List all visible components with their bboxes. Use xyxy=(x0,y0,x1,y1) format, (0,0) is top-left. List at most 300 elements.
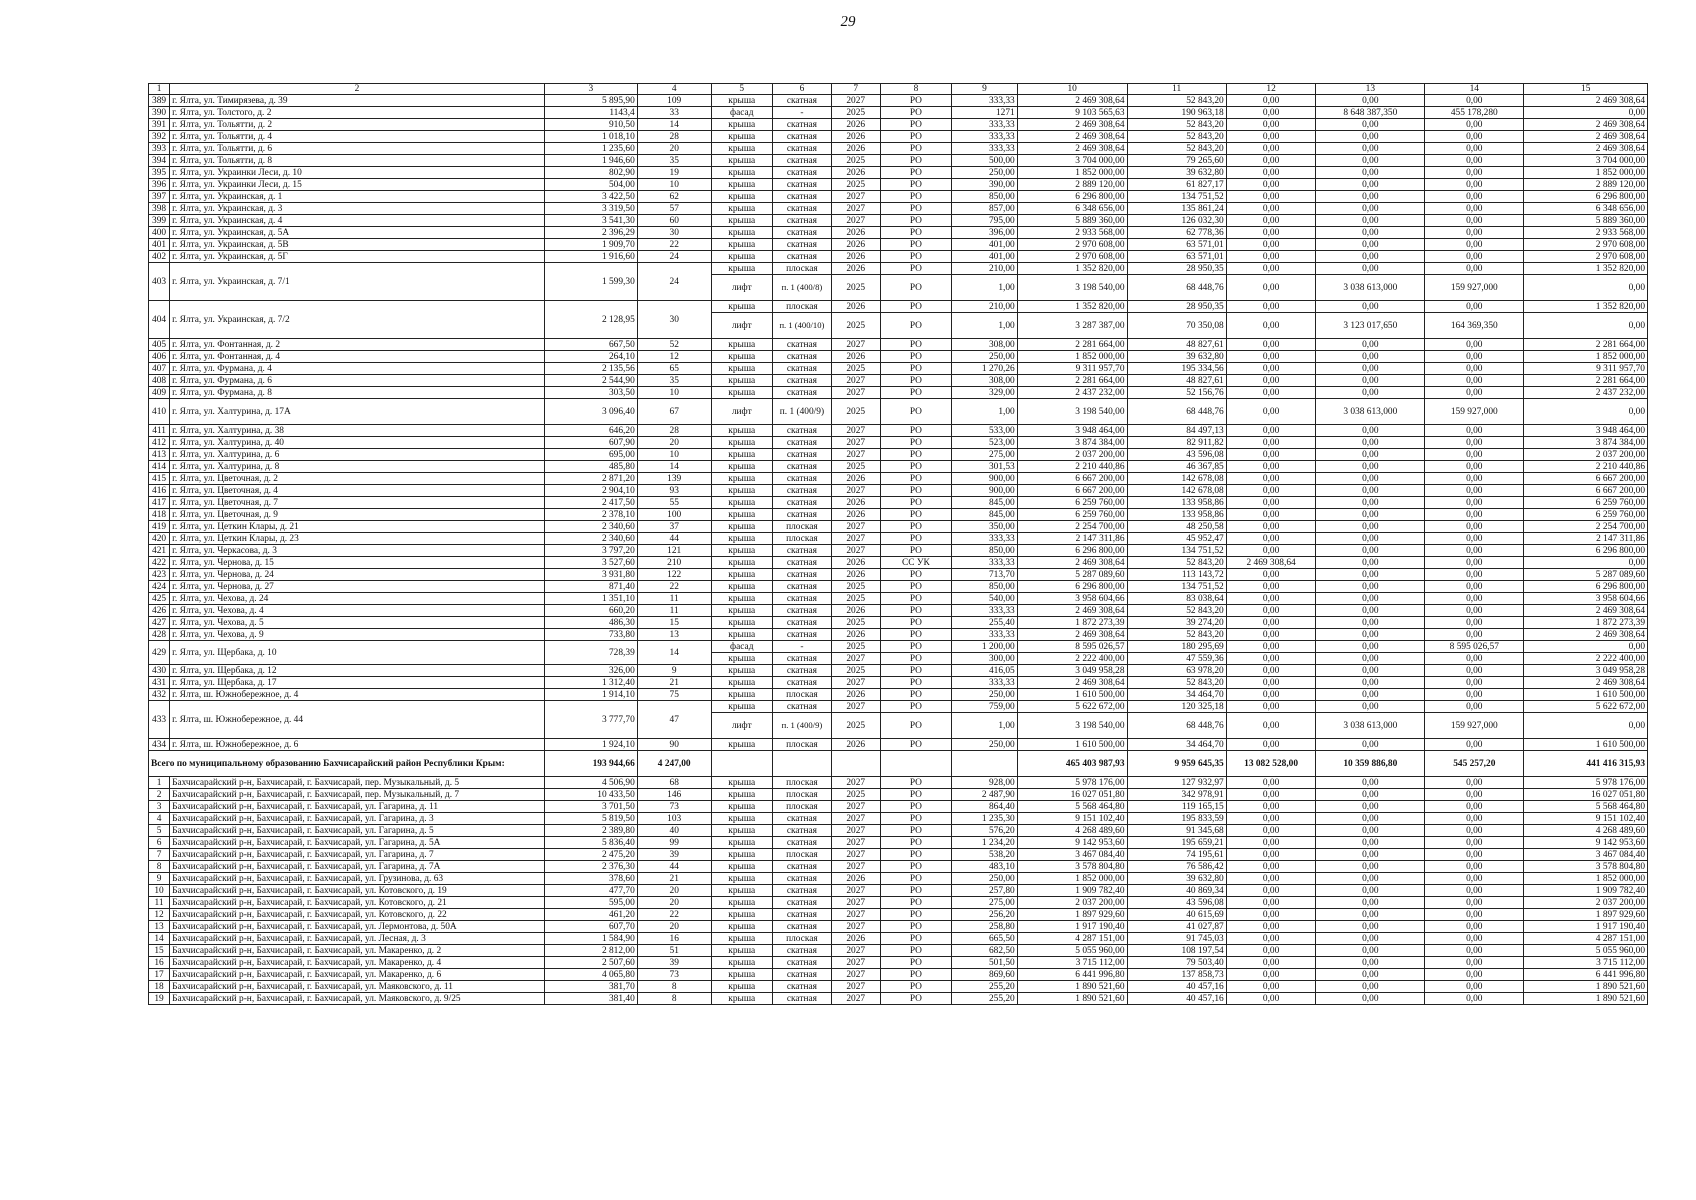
cell-col-4: 14 xyxy=(637,641,711,665)
cell-col-15: 1 610 500,00 xyxy=(1524,689,1648,701)
table-row xyxy=(149,557,1648,569)
total-empty-cell xyxy=(880,751,952,777)
cell-col-2: Бахчисарайский р-н, Бахчисарай, г. Бахчисарай, ул. Гагарина, д. 3 xyxy=(170,813,545,825)
table-row xyxy=(149,921,1648,933)
cell-col-12: 0,00 xyxy=(1226,131,1316,143)
cell-col-4: 62 xyxy=(637,191,711,203)
cell-col-15: 9 151 102,40 xyxy=(1524,813,1648,825)
cell-col-11: 48 250,58 xyxy=(1127,521,1226,533)
cell-col-8: РО xyxy=(880,131,952,143)
table-row xyxy=(149,155,1648,167)
cell-col-14: 0,00 xyxy=(1425,921,1524,933)
cell-col-6: плоская xyxy=(772,777,831,789)
cell-col-4: 14 xyxy=(637,461,711,473)
table-row xyxy=(149,701,1648,713)
cell-col-3: 1 312,40 xyxy=(544,677,637,689)
cell-col-7: 2027 xyxy=(831,339,880,351)
cell-col-10: 2 281 664,00 xyxy=(1017,375,1127,387)
table-row xyxy=(149,629,1648,641)
cell-col-12: 0,00 xyxy=(1226,167,1316,179)
cell-col-10: 2 037 200,00 xyxy=(1017,449,1127,461)
cell-col-5: крыша xyxy=(711,677,772,689)
cell-col-11: 52 156,76 xyxy=(1127,387,1226,399)
cell-col-5: крыша xyxy=(711,521,772,533)
table-row xyxy=(149,897,1648,909)
cell-col-7: 2025 xyxy=(831,789,880,801)
cell-col-2: г. Ялта, ул. Фонтанная, д. 4 xyxy=(170,351,545,363)
table-row xyxy=(149,131,1648,143)
cell-col-1: 420 xyxy=(149,533,170,545)
cell-col-7: 2025 xyxy=(831,713,880,739)
cell-col-5: крыша xyxy=(711,339,772,351)
cell-col-9: 333,33 xyxy=(952,557,1017,569)
cell-col-12: 0,00 xyxy=(1226,521,1316,533)
cell-col-11: 39 632,80 xyxy=(1127,351,1226,363)
table-row xyxy=(149,473,1648,485)
cell-col-2: Бахчисарайский р-н, Бахчисарай, г. Бахчисарай, ул. Лермонтова, д. 50А xyxy=(170,921,545,933)
cell-col-5: крыша xyxy=(711,617,772,629)
cell-col-14: 0,00 xyxy=(1425,593,1524,605)
cell-col-2: г. Ялта, ул. Фонтанная, д. 2 xyxy=(170,339,545,351)
cell-col-8: РО xyxy=(880,581,952,593)
cell-col-13: 0,00 xyxy=(1316,677,1425,689)
cell-col-6: скатная xyxy=(772,363,831,375)
cell-col-4: 75 xyxy=(637,689,711,701)
cell-col-11: 84 497,13 xyxy=(1127,425,1226,437)
total-empty-cell xyxy=(711,751,772,777)
cell-col-6: скатная xyxy=(772,215,831,227)
cell-col-9: 1,00 xyxy=(952,313,1017,339)
cell-col-1: 6 xyxy=(149,837,170,849)
cell-col-3: 1 916,60 xyxy=(544,251,637,263)
cell-col-13: 0,00 xyxy=(1316,351,1425,363)
cell-col-7: 2027 xyxy=(831,437,880,449)
cell-col-12: 0,00 xyxy=(1226,399,1316,425)
cell-col-9: 275,00 xyxy=(952,449,1017,461)
cell-col-6: скатная xyxy=(772,909,831,921)
cell-col-2: г. Ялта, ул. Чехова, д. 24 xyxy=(170,593,545,605)
cell-col-13: 0,00 xyxy=(1316,387,1425,399)
cell-col-15: 2 281 664,00 xyxy=(1524,375,1648,387)
cell-col-3: 1143,4 xyxy=(544,107,637,119)
cell-col-8: РО xyxy=(880,545,952,557)
cell-col-8: РО xyxy=(880,933,952,945)
cell-col-4: 93 xyxy=(637,485,711,497)
cell-col-4: 73 xyxy=(637,801,711,813)
cell-col-10: 6 296 800,00 xyxy=(1017,191,1127,203)
cell-col-4: 139 xyxy=(637,473,711,485)
cell-col-7: 2025 xyxy=(831,641,880,653)
cell-col-5: крыша xyxy=(711,969,772,981)
cell-col-8: РО xyxy=(880,143,952,155)
cell-col-7: 2025 xyxy=(831,593,880,605)
cell-col-15: 5 287 089,60 xyxy=(1524,569,1648,581)
cell-col-9: 869,60 xyxy=(952,969,1017,981)
cell-col-11: 135 861,24 xyxy=(1127,203,1226,215)
cell-col-11: 52 843,20 xyxy=(1127,119,1226,131)
cell-col-14: 0,00 xyxy=(1425,95,1524,107)
cell-col-15: 0,00 xyxy=(1524,557,1648,569)
cell-col-1: 405 xyxy=(149,339,170,351)
cell-col-5: крыша xyxy=(711,665,772,677)
cell-col-6: скатная xyxy=(772,485,831,497)
cell-col-11: 34 464,70 xyxy=(1127,689,1226,701)
cell-col-15: 3 874 384,00 xyxy=(1524,437,1648,449)
cell-col-11: 39 632,80 xyxy=(1127,167,1226,179)
cell-col-3: 802,90 xyxy=(544,167,637,179)
cell-col-6: плоская xyxy=(772,689,831,701)
cell-col-5: крыша xyxy=(711,789,772,801)
cell-col-10: 1 890 521,60 xyxy=(1017,993,1127,1005)
cell-col-6: скатная xyxy=(772,825,831,837)
cell-col-8: РО xyxy=(880,351,952,363)
cell-col-2: Бахчисарайский р-н, Бахчисарай, г. Бахчисарай, ул. Маяковского, д. 11 xyxy=(170,981,545,993)
cell-col-10: 4 268 489,60 xyxy=(1017,825,1127,837)
cell-col-4: 60 xyxy=(637,215,711,227)
cell-col-8: РО xyxy=(880,569,952,581)
cell-col-6: скатная xyxy=(772,425,831,437)
cell-col-12: 0,00 xyxy=(1226,825,1316,837)
cell-col-2: г. Ялта, ул. Цветочная, д. 9 xyxy=(170,509,545,521)
cell-col-4: 30 xyxy=(637,227,711,239)
cell-col-12: 0,00 xyxy=(1226,849,1316,861)
cell-col-3: 381,40 xyxy=(544,993,637,1005)
cell-col-5: лифт xyxy=(711,713,772,739)
cell-col-7: 2027 xyxy=(831,203,880,215)
cell-col-1: 12 xyxy=(149,909,170,921)
cell-col-4: 121 xyxy=(637,545,711,557)
cell-col-12: 0,00 xyxy=(1226,593,1316,605)
cell-col-12: 0,00 xyxy=(1226,653,1316,665)
cell-col-11: 52 843,20 xyxy=(1127,605,1226,617)
table-row xyxy=(149,399,1648,425)
cell-col-13: 0,00 xyxy=(1316,605,1425,617)
cell-col-1: 412 xyxy=(149,437,170,449)
cell-col-4: 28 xyxy=(637,425,711,437)
cell-col-12: 0,00 xyxy=(1226,629,1316,641)
cell-col-12: 0,00 xyxy=(1226,227,1316,239)
cell-col-9: 256,20 xyxy=(952,909,1017,921)
cell-col-14: 0,00 xyxy=(1425,945,1524,957)
cell-col-5: крыша xyxy=(711,593,772,605)
total-label: Всего по муниципальному образованию Бахчисарайский район Республики Крым: xyxy=(149,751,545,777)
cell-col-10: 9 103 565,63 xyxy=(1017,107,1127,119)
cell-col-9: 255,20 xyxy=(952,993,1017,1005)
cell-col-8: РО xyxy=(880,873,952,885)
cell-col-8: РО xyxy=(880,677,952,689)
cell-col-8: РО xyxy=(880,617,952,629)
cell-col-5: лифт xyxy=(711,313,772,339)
cell-col-11: 63 571,01 xyxy=(1127,251,1226,263)
cell-col-1: 414 xyxy=(149,461,170,473)
cell-col-13: 0,00 xyxy=(1316,569,1425,581)
header-col-11: 11 xyxy=(1127,84,1226,95)
cell-col-1: 2 xyxy=(149,789,170,801)
cell-col-7: 2027 xyxy=(831,945,880,957)
cell-col-14: 0,00 xyxy=(1425,191,1524,203)
cell-col-6: скатная xyxy=(772,167,831,179)
cell-col-13: 0,00 xyxy=(1316,653,1425,665)
cell-col-11: 45 952,47 xyxy=(1127,533,1226,545)
cell-col-15: 2 281 664,00 xyxy=(1524,339,1648,351)
cell-col-15: 1 890 521,60 xyxy=(1524,981,1648,993)
cell-col-7: 2025 xyxy=(831,399,880,425)
cell-col-4: 20 xyxy=(637,437,711,449)
cell-col-3: 2 340,60 xyxy=(544,533,637,545)
cell-col-7: 2026 xyxy=(831,739,880,751)
cell-col-10: 5 622 672,00 xyxy=(1017,701,1127,713)
header-col-2: 2 xyxy=(170,84,545,95)
cell-col-2: г. Ялта, ул. Халтурина, д. 8 xyxy=(170,461,545,473)
cell-col-11: 39 274,20 xyxy=(1127,617,1226,629)
table-row xyxy=(149,437,1648,449)
cell-col-5: крыша xyxy=(711,861,772,873)
cell-col-10: 1 352 820,00 xyxy=(1017,263,1127,275)
cell-col-15: 1 352 820,00 xyxy=(1524,263,1648,275)
cell-col-14: 0,00 xyxy=(1425,179,1524,191)
cell-col-2: г. Ялта, ул. Тольятти, д. 8 xyxy=(170,155,545,167)
cell-col-4: 10 xyxy=(637,179,711,191)
cell-col-13: 3 038 613,000 xyxy=(1316,713,1425,739)
cell-col-4: 11 xyxy=(637,593,711,605)
cell-col-8: РО xyxy=(880,641,952,653)
cell-col-8: РО xyxy=(880,375,952,387)
cell-col-13: 0,00 xyxy=(1316,485,1425,497)
cell-col-13: 0,00 xyxy=(1316,143,1425,155)
cell-col-6: скатная xyxy=(772,981,831,993)
cell-col-14: 0,00 xyxy=(1425,993,1524,1005)
cell-col-6: скатная xyxy=(772,993,831,1005)
cell-col-13: 0,00 xyxy=(1316,167,1425,179)
cell-col-12: 0,00 xyxy=(1226,275,1316,301)
cell-col-4: 57 xyxy=(637,203,711,215)
cell-col-1: 417 xyxy=(149,497,170,509)
cell-col-6: - xyxy=(772,107,831,119)
cell-col-1: 395 xyxy=(149,167,170,179)
cell-col-2: г. Ялта, ул. Украинская, д. 5В xyxy=(170,239,545,251)
cell-col-8: РО xyxy=(880,921,952,933)
cell-col-15: 6 259 760,00 xyxy=(1524,509,1648,521)
cell-col-1: 18 xyxy=(149,981,170,993)
cell-col-14: 0,00 xyxy=(1425,665,1524,677)
cell-col-4: 20 xyxy=(637,897,711,909)
cell-col-10: 6 296 800,00 xyxy=(1017,581,1127,593)
cell-col-2: Бахчисарайский р-н, Бахчисарай, г. Бахчисарай, пер. Музыкальный, д. 7 xyxy=(170,789,545,801)
cell-col-14: 0,00 xyxy=(1425,545,1524,557)
cell-col-6: скатная xyxy=(772,131,831,143)
cell-col-2: г. Ялта, ул. Фурмана, д. 4 xyxy=(170,363,545,375)
cell-col-11: 133 958,86 xyxy=(1127,509,1226,521)
cell-col-7: 2027 xyxy=(831,993,880,1005)
cell-col-12: 0,00 xyxy=(1226,107,1316,119)
cell-col-14: 0,00 xyxy=(1425,789,1524,801)
cell-col-5: крыша xyxy=(711,301,772,313)
table-row xyxy=(149,191,1648,203)
cell-col-13: 0,00 xyxy=(1316,933,1425,945)
cell-col-5: крыша xyxy=(711,981,772,993)
cell-col-9: 275,00 xyxy=(952,897,1017,909)
cell-col-15: 1 352 820,00 xyxy=(1524,301,1648,313)
cell-col-3: 1 351,10 xyxy=(544,593,637,605)
cell-col-8: РО xyxy=(880,665,952,677)
cell-col-14: 0,00 xyxy=(1425,167,1524,179)
cell-col-5: крыша xyxy=(711,191,772,203)
cell-col-3: 5 819,50 xyxy=(544,813,637,825)
cell-col-5: крыша xyxy=(711,179,772,191)
cell-col-5: крыша xyxy=(711,155,772,167)
cell-col-4: 52 xyxy=(637,339,711,351)
cell-col-12: 0,00 xyxy=(1226,617,1316,629)
cell-col-7: 2026 xyxy=(831,689,880,701)
cell-col-13: 0,00 xyxy=(1316,617,1425,629)
cell-col-4: 21 xyxy=(637,677,711,689)
cell-col-2: г. Ялта, ул. Цветочная, д. 4 xyxy=(170,485,545,497)
cell-col-11: 119 165,15 xyxy=(1127,801,1226,813)
cell-col-9: 333,33 xyxy=(952,605,1017,617)
cell-col-10: 1 909 782,40 xyxy=(1017,885,1127,897)
cell-col-12: 0,00 xyxy=(1226,545,1316,557)
cell-col-9: 308,00 xyxy=(952,375,1017,387)
cell-col-9: 1271 xyxy=(952,107,1017,119)
cell-col-8: РО xyxy=(880,837,952,849)
table-row xyxy=(149,581,1648,593)
cell-col-6: скатная xyxy=(772,629,831,641)
cell-col-2: Бахчисарайский р-н, Бахчисарай, г. Бахчисарай, ул. Макаренко, д. 4 xyxy=(170,957,545,969)
table-row xyxy=(149,339,1648,351)
header-col-15: 15 xyxy=(1524,84,1648,95)
cell-col-14: 0,00 xyxy=(1425,605,1524,617)
cell-col-4: 67 xyxy=(637,399,711,425)
cell-col-9: 501,50 xyxy=(952,957,1017,969)
cell-col-15: 2 933 568,00 xyxy=(1524,227,1648,239)
cell-col-5: крыша xyxy=(711,533,772,545)
cell-col-14: 0,00 xyxy=(1425,497,1524,509)
cell-col-11: 63 571,01 xyxy=(1127,239,1226,251)
cell-col-4: 146 xyxy=(637,789,711,801)
cell-col-10: 2 889 120,00 xyxy=(1017,179,1127,191)
cell-col-12: 0,00 xyxy=(1226,497,1316,509)
cell-col-14: 0,00 xyxy=(1425,203,1524,215)
cell-col-10: 2 437 232,00 xyxy=(1017,387,1127,399)
cell-col-2: г. Ялта, ул. Украинская, д. 5А xyxy=(170,227,545,239)
cell-col-14: 0,00 xyxy=(1425,263,1524,275)
cell-col-1: 407 xyxy=(149,363,170,375)
cell-col-9: 257,80 xyxy=(952,885,1017,897)
cell-col-10: 2 970 608,00 xyxy=(1017,239,1127,251)
cell-col-1: 423 xyxy=(149,569,170,581)
cell-col-15: 0,00 xyxy=(1524,641,1648,653)
cell-col-14: 164 369,350 xyxy=(1425,313,1524,339)
cell-col-5: крыша xyxy=(711,873,772,885)
cell-col-7: 2027 xyxy=(831,921,880,933)
cell-col-12: 0,00 xyxy=(1226,437,1316,449)
cell-col-3: 1 584,90 xyxy=(544,933,637,945)
cell-col-7: 2026 xyxy=(831,557,880,569)
cell-col-12: 0,00 xyxy=(1226,533,1316,545)
cell-col-1: 411 xyxy=(149,425,170,437)
cell-col-4: 99 xyxy=(637,837,711,849)
cell-col-2: Бахчисарайский р-н, Бахчисарай, г. Бахчисарай, ул. Котовского, д. 22 xyxy=(170,909,545,921)
cell-col-8: РО xyxy=(880,301,952,313)
cell-col-9: 845,00 xyxy=(952,497,1017,509)
cell-col-14: 0,00 xyxy=(1425,957,1524,969)
cell-col-13: 0,00 xyxy=(1316,777,1425,789)
cell-col-3: 2 376,30 xyxy=(544,861,637,873)
cell-col-7: 2026 xyxy=(831,301,880,313)
cell-col-8: РО xyxy=(880,777,952,789)
cell-col-4: 10 xyxy=(637,449,711,461)
cell-col-8: РО xyxy=(880,825,952,837)
cell-col-14: 0,00 xyxy=(1425,375,1524,387)
cell-col-13: 0,00 xyxy=(1316,191,1425,203)
cell-col-1: 424 xyxy=(149,581,170,593)
cell-col-6: скатная xyxy=(772,617,831,629)
cell-col-10: 1 890 521,60 xyxy=(1017,981,1127,993)
total-empty-cell xyxy=(831,751,880,777)
table-row xyxy=(149,461,1648,473)
cell-col-3: 3 541,30 xyxy=(544,215,637,227)
cell-col-4: 15 xyxy=(637,617,711,629)
cell-col-2: г. Ялта, ул. Щербака, д. 12 xyxy=(170,665,545,677)
cell-col-8: РО xyxy=(880,957,952,969)
cell-col-9: 795,00 xyxy=(952,215,1017,227)
table-row xyxy=(149,227,1648,239)
cell-col-5: крыша xyxy=(711,653,772,665)
table-row xyxy=(149,533,1648,545)
cell-col-8: РО xyxy=(880,593,952,605)
cell-col-3: 2 871,20 xyxy=(544,473,637,485)
cell-col-7: 2027 xyxy=(831,897,880,909)
cell-col-8: РО xyxy=(880,981,952,993)
cell-col-7: 2027 xyxy=(831,957,880,969)
cell-col-3: 3 422,50 xyxy=(544,191,637,203)
cell-col-13: 3 038 613,000 xyxy=(1316,399,1425,425)
cell-col-5: крыша xyxy=(711,581,772,593)
cell-col-15: 2 254 700,00 xyxy=(1524,521,1648,533)
cell-col-3: 2 812,00 xyxy=(544,945,637,957)
table-row xyxy=(149,521,1648,533)
cell-col-11: 39 632,80 xyxy=(1127,873,1226,885)
cell-col-15: 5 978 176,00 xyxy=(1524,777,1648,789)
cell-col-5: крыша xyxy=(711,263,772,275)
cell-col-3: 871,40 xyxy=(544,581,637,593)
cell-col-14: 0,00 xyxy=(1425,677,1524,689)
cell-col-3: 667,50 xyxy=(544,339,637,351)
cell-col-14: 0,00 xyxy=(1425,653,1524,665)
cell-col-14: 0,00 xyxy=(1425,861,1524,873)
cell-col-10: 4 287 151,00 xyxy=(1017,933,1127,945)
cell-col-3: 504,00 xyxy=(544,179,637,191)
cell-col-14: 0,00 xyxy=(1425,969,1524,981)
table-row xyxy=(149,777,1648,789)
total-col-12: 13 082 528,00 xyxy=(1226,751,1316,777)
cell-col-15: 0,00 xyxy=(1524,107,1648,119)
cell-col-2: г. Ялта, ул. Чехова, д. 5 xyxy=(170,617,545,629)
cell-col-6: плоская xyxy=(772,301,831,313)
cell-col-5: крыша xyxy=(711,167,772,179)
cell-col-6: скатная xyxy=(772,837,831,849)
cell-col-15: 5 568 464,80 xyxy=(1524,801,1648,813)
cell-col-7: 2026 xyxy=(831,473,880,485)
cell-col-15: 1 917 190,40 xyxy=(1524,921,1648,933)
cell-col-7: 2027 xyxy=(831,969,880,981)
cell-col-9: 845,00 xyxy=(952,509,1017,521)
cell-col-9: 857,00 xyxy=(952,203,1017,215)
cell-col-7: 2027 xyxy=(831,375,880,387)
cell-col-8: РО xyxy=(880,251,952,263)
cell-col-7: 2026 xyxy=(831,629,880,641)
table-row xyxy=(149,203,1648,215)
